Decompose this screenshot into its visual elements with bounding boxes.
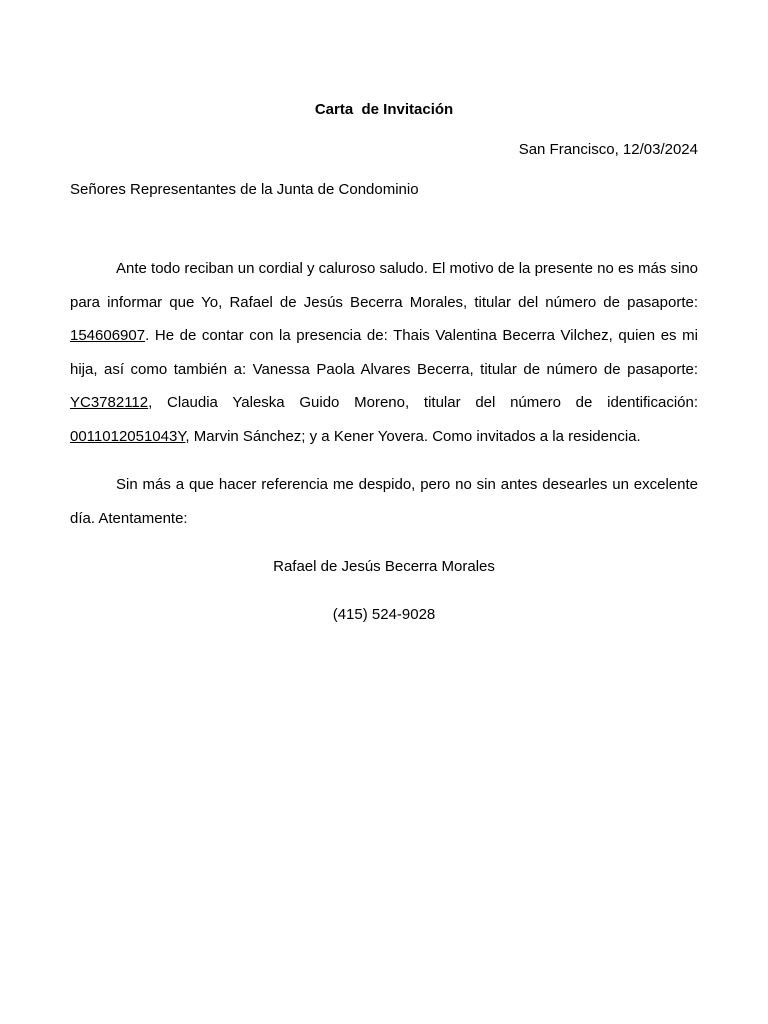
body-paragraph-closing: Sin más a que hacer referencia me despido, pero no sin antes desearles un excelente día. Atentamente: <box>70 476 698 527</box>
paragraph-text: Ante todo reciban un cordial y caluroso saludo. El motivo de la presente no es más sino para informar que Yo, Rafael de Jesús Becerra Morales, titular del número de pasaporte: <box>70 260 698 311</box>
passport-number-host: 154606907 <box>70 327 146 345</box>
paragraph-text: , Claudia Yaleska Guido Moreno, titular del número de identificación: <box>148 394 698 412</box>
letter-page <box>70 0 698 1024</box>
signature-name: Rafael de Jesús Becerra Morales <box>273 558 495 575</box>
paragraph-text: , Marvin Sánchez; y a Kener Yovera. Como invitados a la residencia. <box>185 427 641 445</box>
addressee-line: Señores Representantes de la Junta de Condominio <box>70 181 419 198</box>
body-paragraph-invitation <box>70 252 698 454</box>
place-date: San Francisco, 12/03/2024 <box>518 141 698 158</box>
identification-number: 0011012051043Y <box>70 427 186 445</box>
paragraph-text: . He de contar con la presencia de: Thais Valentina Becerra Vilchez, quien es mi hija, así como también a: Vanessa Paola Alvares Becerra, titular de número de pasaporte: <box>70 327 698 378</box>
passport-number-guest: YC3782112 <box>70 394 149 412</box>
phone-number: (415) 524-9028 <box>332 606 436 623</box>
letter-title: Carta de Invitación <box>314 101 454 118</box>
